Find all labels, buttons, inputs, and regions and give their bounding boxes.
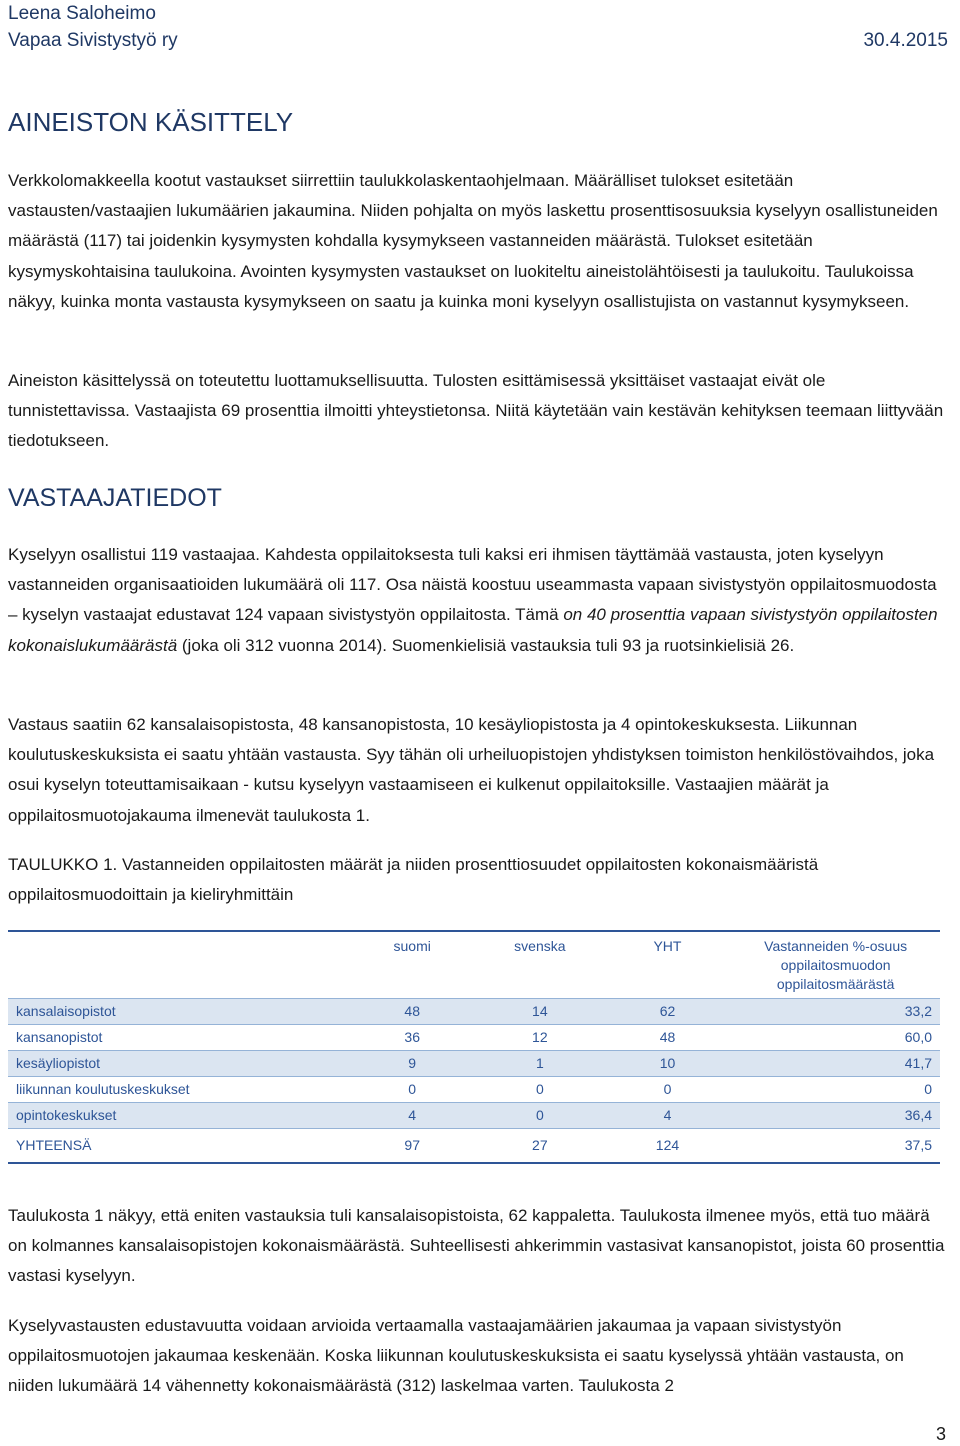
header-cell-empty	[8, 931, 348, 999]
table-row	[8, 1103, 940, 1129]
cell-suomi: 4	[348, 1103, 476, 1129]
text-run: Kyselyyn osallistui 119 vastaajaa. Kahdesta oppilaitoksesta tuli kaksi eri ihmisen täyttämää vastausta, joten kyselyyn vastanneiden organisaatioiden lukumäärä oli 117. Osa näistä koostuu useammasta vapaan sivistystyön oppilaitosmuodosta – kyselyn vastaajat edustavat 124 vapaan sivistystyön oppilaitosta. Tämä	[8, 545, 937, 625]
cell-pct: 60,0	[904, 1029, 932, 1045]
header-author: Leena Saloheimo	[8, 3, 156, 24]
cell-suomi: 9	[348, 1051, 476, 1077]
paragraph-after-table-1	[8, 1201, 948, 1292]
cell-suomi: 48	[348, 999, 476, 1025]
paragraph-after-table-2	[8, 1311, 948, 1402]
paragraph-vastaajat-2	[8, 710, 948, 831]
paragraph-text: Verkkolomakkeella kootut vastaukset siirrettiin taulukkolaskentaohjelmaan. Määrälliset tulokset esitetään vastausten/vastaajien lukumäärien jakaumina. Niiden pohjalta on myös laskettu prosenttisosuuksia kyselyyn osallistuneiden määrästä (117) tai joidenkin kysymysten kohdalla kysymykseen vastanneiden määrästä. Tulokset esitetään kysymyskohtaisina taulukoina. Avointen kysymysten vastaukset on luokiteltu aineistolähtöisesti ja taulukoitu. Taulukoissa näkyy, kuinka monta vastausta kysymykseen on saatu ja kuinka moni kyselyyn osallistujista on vastannut kysymykseen.	[8, 171, 938, 311]
paragraph-text: Vastaus saatiin 62 kansalaisopistosta, 48 kansanopistosta, 10 kesäyliopistosta ja 4 opintokeskuksesta. Liikunnan koulutuskeskuksista ei saatu yhtään vastausta. Syy tähän oli urheiluopistojen yhdistyksen toimiston henkilöstövaihdos, joka osui kyselyn toteuttamisaikaan - kutsu kyselyyn vastaamiseen ei kulkenut oppilaitoksille. Vastaajien määrät ja oppilaitosmuotojakauma ilmenevät taulukosta 1.	[8, 715, 935, 825]
cell-yht: 4	[604, 1103, 732, 1129]
cell-pct: 0	[924, 1081, 932, 1097]
row-name: kansanopistot	[16, 1029, 103, 1045]
caption-text: TAULUKKO 1. Vastanneiden oppilaitosten määrät ja niiden prosenttiosuudet oppilaitosten kokonaismääristä oppilaitosmuodoittain ja kieliryhmittäin	[8, 855, 819, 905]
document-page	[8, 0, 948, 1396]
italic-text-run: on 40 prosenttia vapaan sivistystyön oppilaitosten kokonaislukumäärästä	[8, 605, 938, 655]
paragraph-text	[8, 540, 948, 661]
cell-pct: 33,2	[731, 999, 940, 1025]
table-row	[8, 999, 940, 1025]
header-org: Vapaa Sivistystyö ry	[8, 30, 178, 51]
table-total-row	[8, 1129, 940, 1164]
cell-suomi: 97	[404, 1137, 420, 1153]
paragraph-text: Aineiston käsittelyssä on toteutettu luottamuksellisuutta. Tulosten esittämisessä yksittäiset vastaajat eivät ole tunnistettavissa. Vastaajista 69 prosenttia ilmoitti yhteystietonsa. Niitä käytetään vain kestävän kehityksen teemaan liittyvään tiedotukseen.	[8, 371, 944, 451]
row-name: opintokeskukset	[8, 1103, 348, 1129]
header-date: 30.4.2015	[863, 30, 948, 51]
cell-svenska: 12	[532, 1029, 548, 1045]
header-cell-suomi: suomi	[393, 938, 431, 954]
paragraph-text: Kyselyvastausten edustavuutta voidaan arvioida vertaamalla vastaajamäärien jakaumaa ja vapaan sivistystyön oppilaitosmuotojen jakaumaa keskenään. Koska liikunnan koulutuskeskuksista ei saatu kyselyssä yhtään vastausta, on niiden lukumäärä 14 vähennetty kokonaismäärästä (312) laskelmaa varten. Taulukosta 2	[8, 1316, 904, 1396]
data-table	[8, 930, 940, 1164]
cell-suomi: 36	[404, 1029, 420, 1045]
row-name: liikunnan koulutuskeskukset	[16, 1081, 190, 1097]
cell-yht: 10	[604, 1051, 732, 1077]
paragraph-text: Taulukosta 1 näkyy, että eniten vastauksia tuli kansalaisopistoista, 62 kappaletta. Taulukosta ilmenee myös, että tuo määrä on kolmannes kansalaisopistojen kokonaismäärästä. Suhteellisesti ahkerimmin vastasivat kansanopistot, joista 60 prosenttia vastasi kyselyyn.	[8, 1206, 945, 1286]
header-cell-yht: YHT	[653, 938, 682, 954]
table-row	[8, 1025, 940, 1051]
paragraph-vastaajat-1	[8, 540, 948, 661]
section-title-vastaajatiedot: VASTAAJATIEDOT	[8, 484, 222, 512]
cell-svenska: 27	[532, 1137, 548, 1153]
text-run: (joka oli 312 vuonna 2014). Suomenkielisiä vastauksia tuli 93 ja ruotsinkielisiä 26.	[177, 635, 795, 655]
page-header	[8, 0, 948, 54]
table-header-row	[8, 931, 940, 999]
paragraph-aineisto-2	[8, 366, 948, 457]
row-name: kansalaisopistot	[8, 999, 348, 1025]
cell-yht: 0	[663, 1081, 672, 1097]
cell-yht: 62	[604, 999, 732, 1025]
cell-yht: 48	[659, 1029, 676, 1045]
table-row	[8, 1077, 940, 1103]
row-name: YHTEENSÄ	[16, 1137, 92, 1153]
header-cell-pct: Vastanneiden %-osuus oppilaitosmuodon oppilaitosmäärästä	[764, 938, 908, 992]
cell-svenska: 0	[535, 1081, 544, 1097]
cell-svenska: 1	[476, 1051, 604, 1077]
cell-suomi: 0	[408, 1081, 417, 1097]
cell-pct: 36,4	[731, 1103, 940, 1129]
cell-pct: 41,7	[731, 1051, 940, 1077]
paragraph-aineisto-1	[8, 166, 948, 317]
cell-svenska: 14	[476, 999, 604, 1025]
cell-svenska: 0	[476, 1103, 604, 1129]
cell-pct: 37,5	[904, 1137, 932, 1153]
page-number: 3	[935, 1424, 946, 1444]
section-title-aineiston-kasittely: AINEISTON KÄSITTELY	[8, 107, 294, 137]
table-row	[8, 1051, 940, 1077]
cell-yht: 124	[655, 1137, 680, 1153]
table-caption	[8, 850, 948, 910]
row-name: kesäyliopistot	[8, 1051, 348, 1077]
header-cell-svenska: svenska	[514, 938, 566, 954]
